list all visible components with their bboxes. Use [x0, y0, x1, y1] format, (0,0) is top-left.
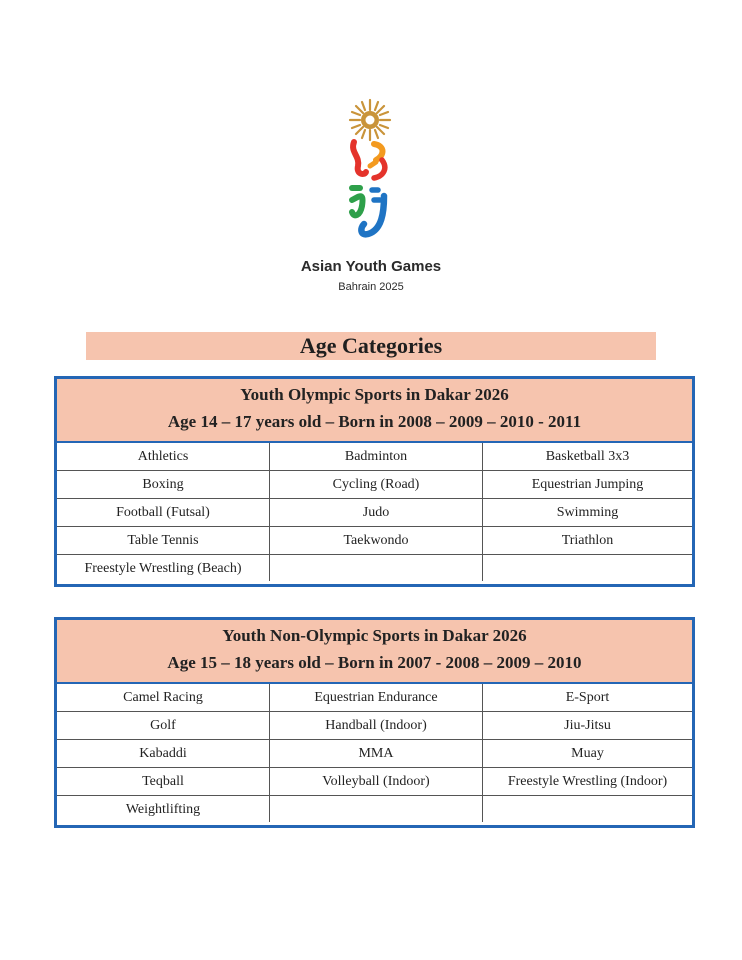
sport-cell: Triathlon	[483, 527, 692, 555]
sports-grid	[57, 684, 692, 822]
sport-cell: Equestrian Jumping	[483, 471, 692, 499]
sport-cell: Swimming	[483, 499, 692, 527]
empty-cell	[270, 555, 483, 581]
non-olympic-sports-table	[54, 617, 695, 828]
olympic-sports-table	[54, 376, 695, 587]
brand-title: Asian Youth Games	[300, 258, 442, 275]
sport-cell: E-Sport	[483, 684, 692, 712]
sport-cell: Taekwondo	[270, 527, 483, 555]
sport-cell: Table Tennis	[57, 527, 270, 555]
sport-cell: Kabaddi	[57, 740, 270, 768]
sport-cell: Judo	[270, 499, 483, 527]
sport-cell: Volleyball (Indoor)	[270, 768, 483, 796]
sport-cell: Teqball	[57, 768, 270, 796]
age-category: Age 15 – 18 years old – Born in 2007 - 2008 – 2009 – 2010	[167, 653, 582, 672]
empty-cell	[270, 796, 483, 822]
table-title: Youth Olympic Sports in Dakar 2026	[240, 385, 509, 404]
sport-cell: Golf	[57, 712, 270, 740]
sport-cell: Weightlifting	[57, 796, 270, 822]
sport-cell: Freestyle Wrestling (Indoor)	[483, 768, 692, 796]
table-header	[57, 620, 692, 684]
sport-cell: Cycling (Road)	[270, 471, 483, 499]
sport-cell: Muay	[483, 740, 692, 768]
sports-grid	[57, 443, 692, 581]
table-header	[57, 379, 692, 443]
calligraphy-mark-icon	[352, 142, 385, 234]
sport-cell: Handball (Indoor)	[270, 712, 483, 740]
page-title: Age Categories	[86, 332, 656, 360]
sport-cell: MMA	[270, 740, 483, 768]
sport-cell: Boxing	[57, 471, 270, 499]
sport-cell: Badminton	[270, 443, 483, 471]
empty-cell	[483, 796, 692, 822]
empty-cell	[483, 555, 692, 581]
sport-cell: Camel Racing	[57, 684, 270, 712]
table-title: Youth Non-Olympic Sports in Dakar 2026	[222, 626, 527, 645]
sport-cell: Football (Futsal)	[57, 499, 270, 527]
asian-youth-games-logo	[330, 96, 410, 256]
age-category: Age 14 – 17 years old – Born in 2008 – 2009 – 2010 - 2011	[167, 412, 582, 431]
sport-cell: Jiu-Jitsu	[483, 712, 692, 740]
sun-emblem-icon	[350, 100, 390, 140]
sport-cell: Freestyle Wrestling (Beach)	[57, 555, 270, 581]
sport-cell: Athletics	[57, 443, 270, 471]
sport-cell: Equestrian Endurance	[270, 684, 483, 712]
sport-cell: Basketball 3x3	[483, 443, 692, 471]
brand-subtitle: Bahrain 2025	[338, 281, 404, 293]
